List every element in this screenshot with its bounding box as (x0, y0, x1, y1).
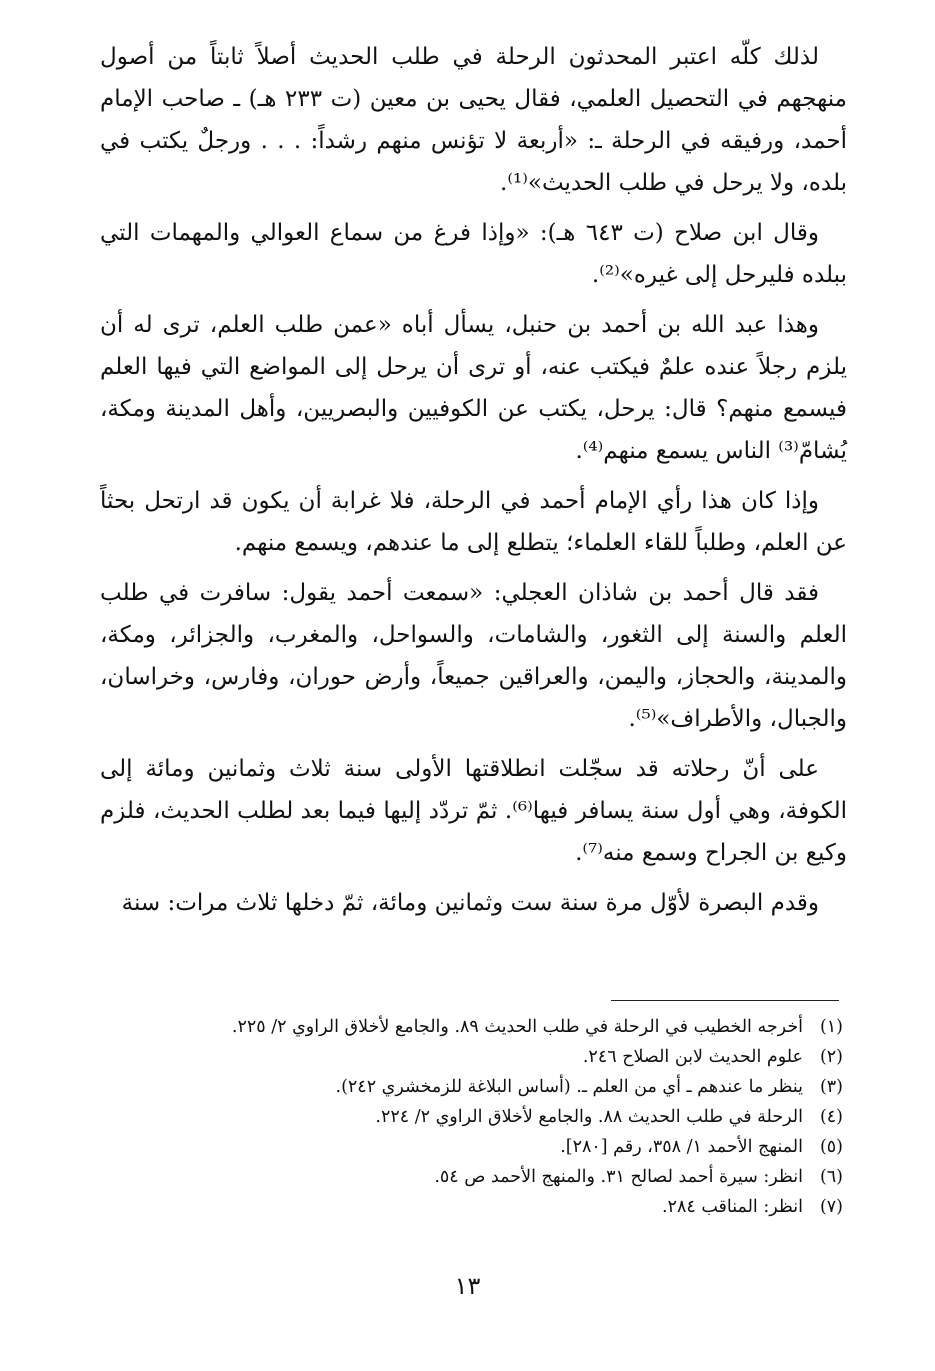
footnote-number: (٣) (819, 1077, 843, 1097)
paragraph: وقال ابن صلاح (ت ٦٤٣ هـ): «وإذا فرغ من سماع العوالي والمهمات التي ببلده فليرحل إلى غيره»⁽²⁾. (100, 220, 847, 288)
paragraph: على أنّ رحلاته قد سجّلت انطلاقتها الأولى سنة ثلاث وثمانين ومائة إلى الكوفة، وهي أول سنة يسافر فيها⁽⁶⁾. ثمّ تردّد إليها فيما بعد لطلب الحديث، فلزم وكيع بن الجراح وسمع منه⁽⁷⁾. (100, 756, 847, 866)
paragraph: وهذا عبد الله بن أحمد بن حنبل، يسأل أباه «عمن طلب العلم، ترى له أن يلزم رجلاً عنده علمٌ فيكتب عنه، أو ترى أن يرحل إلى المواضع التي فيها العلم فيسمع منهم؟ قال: يرحل، يكتب عن الكوفيين والبصريين، وأهل المدينة ومكة، يُشامّ⁽³⁾ الناس يسمع منهم⁽⁴⁾. (100, 312, 847, 464)
footnote-text: أخرجه الخطيب في الرحلة في طلب الحديث ٨٩. والجامع لأخلاق الراوي ٢/ ٢٢٥. (231, 1017, 803, 1037)
paragraph: وقدم البصرة لأوّل مرة سنة ست وثمانين ومائة، ثمّ دخلها ثلاث مرات: سنة (121, 890, 819, 916)
footnote-text: الرحلة في طلب الحديث ٨٨. والجامع لأخلاق الراوي ٢/ ٢٢٤. (375, 1107, 803, 1127)
footnote (100, 1192, 843, 1222)
footnote (100, 1162, 843, 1192)
page-number: ١٣ (454, 1272, 481, 1300)
footnote (100, 1042, 843, 1072)
footnote-number: (٥) (819, 1137, 843, 1157)
footnote-number: (٦) (819, 1167, 843, 1187)
paragraph: فقد قال أحمد بن شاذان العجلي: «سمعت أحمد يقول: سافرت في طلب العلم والسنة إلى الثغور، والشامات، والسواحل، والمغرب، والجزائر، ومكة، والمدينة، والحجاز، واليمن، والعراقين جميعاً، وأرض حوران، وفارس، وخراسان، والجبال، والأطراف»⁽⁵⁾. (100, 580, 847, 732)
footnote-text: انظر: سيرة أحمد لصالح ٣١. والمنهج الأحمد ص ٥٤. (434, 1167, 803, 1187)
footnote-number: (٤) (819, 1107, 843, 1127)
footnote (100, 1102, 843, 1132)
footnote (100, 1012, 843, 1042)
footnote-text: ينظر ما عندهم ـ أي من العلم ـ. (أساس البلاغة للزمخشري ٢٤٢). (335, 1077, 803, 1097)
footnote-number: (١) (819, 1017, 843, 1037)
footnote-text: علوم الحديث لابن الصلاح ٢٤٦. (582, 1047, 803, 1067)
footnotes (100, 1012, 843, 1222)
paragraph: لذلك كلّه اعتبر المحدثون الرحلة في طلب الحديث أصلاً ثابتاً من أصول منهجهم في التحصيل العلمي، فقال يحيى بن معين (ت ٢٣٣ هـ) ـ صاحب الإمام أحمد، ورفيقه في الرحلة ـ: «أربعة لا تؤنس منهم رشداً: . . . ورجلٌ يكتب في بلده، ولا يرحل في طلب الحديث»⁽¹⁾. (100, 44, 847, 196)
paragraph: وإذا كان هذا رأي الإمام أحمد في الرحلة، فلا غرابة أن يكون قد ارتحل بحثاً عن العلم، وطلباً للقاء العلماء؛ يتطلع إلى ما عندهم، ويسمع منهم. (100, 488, 847, 556)
footnote-text: انظر: المناقب ٢٨٤. (661, 1197, 803, 1217)
main-text (100, 36, 847, 932)
footnote (100, 1072, 843, 1102)
footnote (100, 1132, 843, 1162)
footnote-divider (611, 1000, 839, 1001)
footnote-number: (٢) (819, 1047, 843, 1067)
footnote-text: المنهج الأحمد ١/ ٣٥٨، رقم [٢٨٠]. (560, 1137, 803, 1157)
footnote-number: (٧) (819, 1197, 843, 1217)
